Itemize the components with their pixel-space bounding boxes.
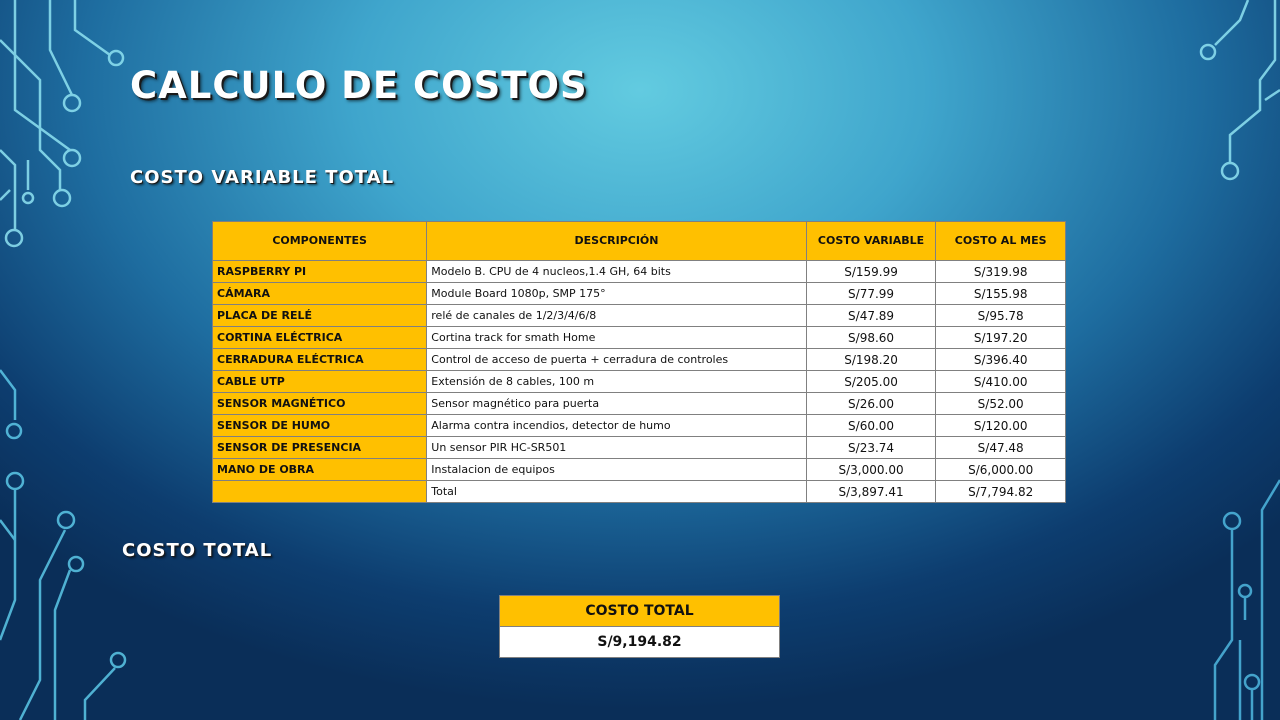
component-cell: SENSOR DE HUMO [213,415,427,437]
monthly-cost-cell: S/319.98 [936,261,1066,283]
header-monthly-cost: COSTO AL MES [936,222,1066,261]
description-cell: Extensión de 8 cables, 100 m [427,371,806,393]
description-cell: Module Board 1080p, SMP 175° [427,283,806,305]
total-monthly-cost-cell: S/7,794.82 [936,481,1066,503]
table-total-row [213,481,1066,503]
monthly-cost-cell: S/155.98 [936,283,1066,305]
monthly-cost-cell: S/47.48 [936,437,1066,459]
table-row [213,437,1066,459]
description-cell: Cortina track for smath Home [427,327,806,349]
total-cost-header: COSTO TOTAL [500,596,780,627]
total-cost-table [499,595,780,658]
monthly-cost-cell: S/120.00 [936,415,1066,437]
description-cell: Alarma contra incendios, detector de humo [427,415,806,437]
header-variable-cost: COSTO VARIABLE [806,222,936,261]
header-description: DESCRIPCIÓN [427,222,806,261]
description-cell: relé de canales de 1/2/3/4/6/8 [427,305,806,327]
total-label-cell: Total [427,481,806,503]
component-cell: MANO DE OBRA [213,459,427,481]
variable-cost-cell: S/205.00 [806,371,936,393]
description-cell: Un sensor PIR HC-SR501 [427,437,806,459]
monthly-cost-cell: S/197.20 [936,327,1066,349]
component-cell: SENSOR DE PRESENCIA [213,437,427,459]
total-cost-subtitle: COSTO TOTAL [122,540,273,561]
monthly-cost-cell: S/95.78 [936,305,1066,327]
variable-cost-cell: S/3,000.00 [806,459,936,481]
table-row [213,371,1066,393]
variable-cost-cell: S/26.00 [806,393,936,415]
variable-cost-cell: S/198.20 [806,349,936,371]
variable-cost-cell: S/60.00 [806,415,936,437]
total-cost-value: S/9,194.82 [500,627,780,658]
variable-cost-subtitle: COSTO VARIABLE TOTAL [130,167,395,188]
slide-title: CALCULO DE COSTOS [130,64,588,107]
variable-cost-cell: S/98.60 [806,327,936,349]
monthly-cost-cell: S/6,000.00 [936,459,1066,481]
component-cell: CABLE UTP [213,371,427,393]
total-variable-cost-cell: S/3,897.41 [806,481,936,503]
total-value-row [500,627,780,658]
component-cell: CORTINA ELÉCTRICA [213,327,427,349]
variable-cost-cell: S/23.74 [806,437,936,459]
header-components: COMPONENTES [213,222,427,261]
variable-cost-cell: S/159.99 [806,261,936,283]
description-cell: Control de acceso de puerta + cerradura de controles [427,349,806,371]
table-row [213,283,1066,305]
description-cell: Sensor magnético para puerta [427,393,806,415]
table-row [213,349,1066,371]
total-header-row [500,596,780,627]
component-cell: CÁMARA [213,283,427,305]
table-header-row [213,222,1066,261]
table-row [213,305,1066,327]
variable-cost-table [212,221,1066,503]
table-row [213,327,1066,349]
monthly-cost-cell: S/52.00 [936,393,1066,415]
component-cell: SENSOR MAGNÉTICO [213,393,427,415]
monthly-cost-cell: S/396.40 [936,349,1066,371]
component-cell: PLACA DE RELÉ [213,305,427,327]
component-cell [213,481,427,503]
table-row [213,393,1066,415]
component-cell: RASPBERRY PI [213,261,427,283]
table-row [213,415,1066,437]
variable-cost-cell: S/77.99 [806,283,936,305]
component-cell: CERRADURA ELÉCTRICA [213,349,427,371]
description-cell: Modelo B. CPU de 4 nucleos,1.4 GH, 64 bits [427,261,806,283]
monthly-cost-cell: S/410.00 [936,371,1066,393]
description-cell: Instalacion de equipos [427,459,806,481]
table-row [213,261,1066,283]
table-row [213,459,1066,481]
variable-cost-cell: S/47.89 [806,305,936,327]
